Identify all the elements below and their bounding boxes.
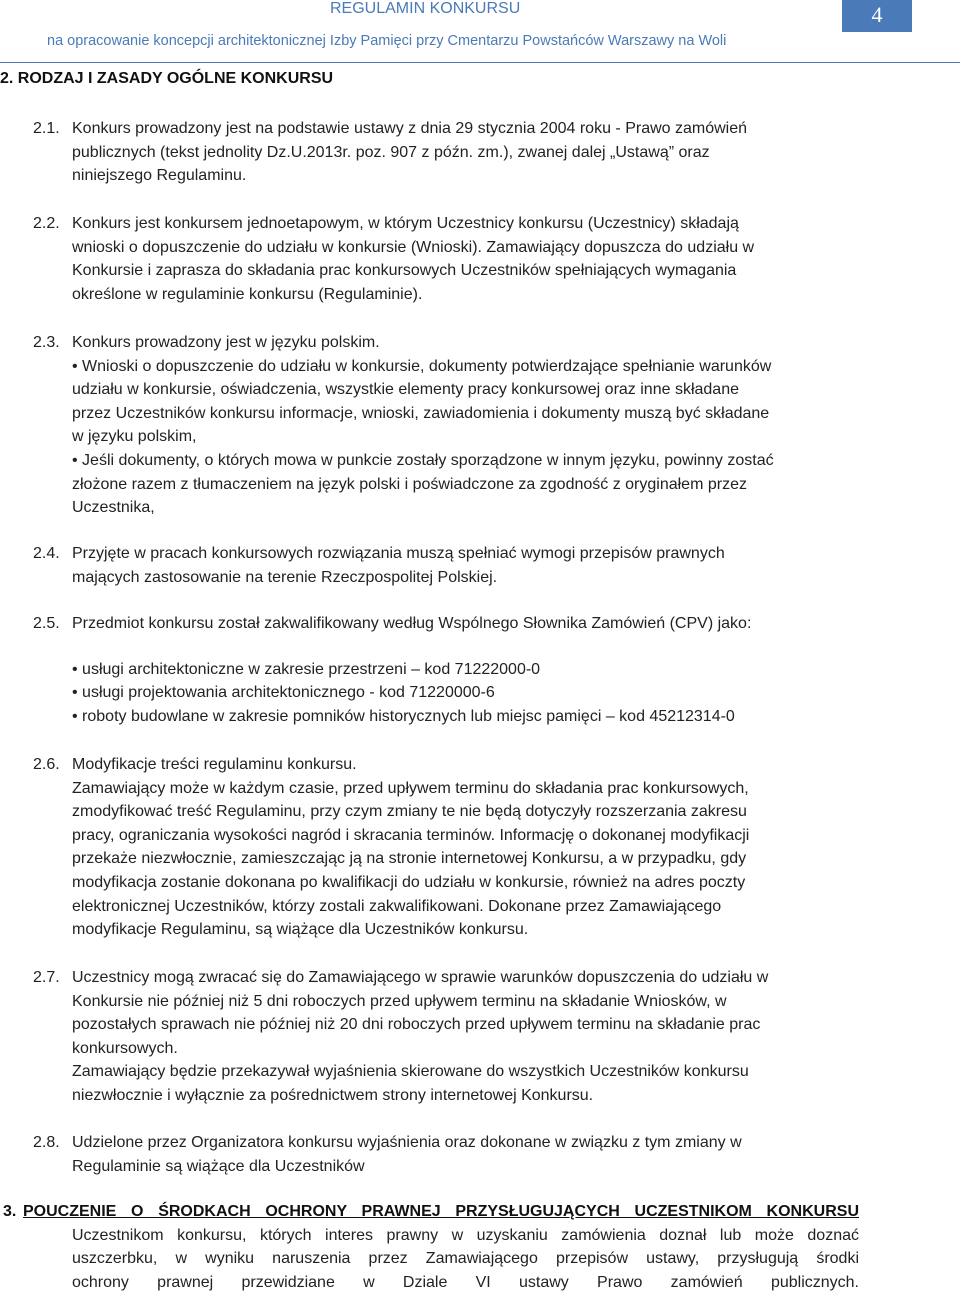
list-item: • roboty budowlane w zakresie pomników historycznych lub miejsc pamięci – kod 45212314-0 bbox=[72, 705, 862, 729]
section-3-heading: POUCZENIE O ŚRODKACH OCHRONY PRAWNEJ PRZYSŁUGUJĄCYCH UCZESTNIKOM KONKURSU bbox=[23, 1203, 859, 1220]
text-line: wnioski o dopuszczenie do udziału w konkursie (Wnioski). Zamawiający dopuszcza do udziału w bbox=[72, 238, 755, 256]
page-header bbox=[0, 0, 960, 62]
text-line: określone w regulaminie konkursu (Regulaminie). bbox=[72, 285, 423, 303]
text-line: Uczestnicy mogą zwracać się do Zamawiającego w sprawie warunków dopuszczenia do udziału w bbox=[72, 969, 769, 986]
paragraph-number: 2.1. bbox=[33, 120, 60, 137]
paragraph-number: 2.5. bbox=[33, 615, 60, 632]
text-line: elektronicznej Uczestników, którzy zostali zakwalifikowani. Dokonane przez Zamawiającego bbox=[72, 897, 722, 915]
text-line: publicznych (tekst jednolity Dz.U.2013r. poz. 907 z późn. zm.), zwanej dalej „Ustawą” oraz bbox=[72, 143, 710, 161]
text-line: zmodyfikować treść Regulaminu, przy czym zmiany te nie będą dotyczyły rozszerzania zakresu bbox=[72, 803, 747, 821]
text-line: uszczerbku, w wyniku naruszenia przez Zamawiającego przepisów ustawy, przysługują środki bbox=[72, 1250, 859, 1268]
text-line: pozostałych sprawach nie później niż 20 dni roboczych przed upływem terminu na składanie prac bbox=[72, 1016, 761, 1034]
text-line: Konkursie nie później niż 5 dni roboczych przed upływem terminu na składanie Wniosków, w bbox=[72, 992, 727, 1010]
text-line: Przedmiot konkursu został zakwalifikowany według Wspólnego Słownika Zamówień (CPV) jako: bbox=[72, 615, 752, 632]
document-title: REGULAMIN KONKURSU bbox=[330, 0, 521, 17]
paragraph-number: 2.2. bbox=[33, 215, 60, 232]
list-item: • usługi architektoniczne w zakresie przestrzeni – kod 71222000-0 bbox=[72, 658, 862, 682]
text-line: Przyjęte w pracach konkursowych rozwiązania muszą spełniać wymogi przepisów prawnych bbox=[72, 545, 725, 562]
text-line: • Jeśli dokumenty, o których mowa w punkcie zostały sporządzone w innym języku, powinny zostać bbox=[72, 451, 774, 469]
paragraph-number: 2.6. bbox=[33, 756, 60, 773]
text-line: Zamawiający może w każdym czasie, przed upływem terminu do składania prac konkursowych, bbox=[72, 779, 749, 797]
text-line: niniejszego Regulaminu. bbox=[72, 167, 247, 185]
text-line: w języku polskim, bbox=[72, 428, 197, 446]
text-line: Modyfikacje treści regulaminu konkursu. bbox=[72, 756, 357, 773]
text-line: udziału w konkursie, oświadczenia, wszystkie elementy pracy konkursowej oraz inne składane bbox=[72, 381, 739, 399]
document-subtitle: na opracowanie koncepcji architektonicznej Izby Pamięci przy Cmentarzu Powstańców Warszawy na Woli bbox=[47, 33, 727, 49]
paragraph-number: 2.3. bbox=[33, 334, 60, 351]
text-line: Zamawiający będzie przekazywał wyjaśnienia skierowane do wszystkich Uczestników konkursu bbox=[72, 1063, 749, 1081]
text-line: mających zastosowanie na terenie Rzeczpospolitej Polskiej. bbox=[72, 568, 498, 586]
text-line: modyfikacja zostanie dokonana po kwalifikacji do udziału w konkursie, również na adres poczty bbox=[72, 873, 746, 891]
page-number: 4 bbox=[842, 0, 912, 32]
list-item: • usługi projektowania architektonicznego - kod 71220000-6 bbox=[72, 681, 862, 705]
text-line: Regulaminie są wiążące dla Uczestników bbox=[72, 1157, 365, 1175]
text-line: modyfikacje Regulaminu, są wiążące dla Uczestników konkursu. bbox=[72, 921, 529, 939]
text-line: złożone razem z tłumaczeniem na język polski i poświadczone za zgodność z oryginałem przez bbox=[72, 475, 747, 493]
text-line: pracy, ograniczania wysokości nagród i skracania terminów. Informację o dokonanej modyfikacji bbox=[72, 826, 750, 844]
header-divider bbox=[0, 62, 960, 63]
section-number: 3. bbox=[3, 1203, 17, 1220]
text-line: Konkurs prowadzony jest w języku polskim. bbox=[72, 334, 380, 351]
paragraph-number: 2.7. bbox=[33, 969, 60, 986]
cpv-list bbox=[72, 658, 862, 729]
text-line: ochrony prawnej przewidziane w Dziale VI ustawy Prawo zamówień publicznych. bbox=[72, 1273, 859, 1291]
text-line: Konkursie i zaprasza do składania prac konkursowych Uczestników spełniających wymagania bbox=[72, 262, 737, 280]
text-line: przekaże niezwłocznie, zamieszczając ją na stronie internetowej Konkursu, a w przypadku, gdy bbox=[72, 850, 747, 868]
text-line: Uczestnikom konkursu, których interes prawny w uzyskaniu zamówienia doznał lub może doznać bbox=[72, 1226, 859, 1244]
text-line: • Wnioski o dopuszczenie do udziału w konkursie, dokumenty potwierdzające spełnianie warunków bbox=[72, 357, 772, 375]
text-line: przez Uczestników konkursu informacje, wnioski, zawiadomienia i dokumenty muszą być składane bbox=[72, 404, 770, 422]
paragraph-number: 2.8. bbox=[33, 1134, 60, 1151]
text-line: konkursowych. bbox=[72, 1039, 178, 1057]
text-line: Udzielone przez Organizatora konkursu wyjaśnienia oraz dokonane w związku z tym zmiany w bbox=[72, 1134, 742, 1151]
text-line: Konkurs jest konkursem jednoetapowym, w którym Uczestnicy konkursu (Uczestnicy) składają bbox=[72, 215, 739, 232]
text-line: Uczestnika, bbox=[72, 499, 155, 517]
section-2-heading: 2. RODZAJ I ZASADY OGÓLNE KONKURSU bbox=[0, 70, 334, 87]
paragraph-number: 2.4. bbox=[33, 545, 60, 562]
text-line: Konkurs prowadzony jest na podstawie ustawy z dnia 29 stycznia 2004 roku - Prawo zamówień bbox=[72, 120, 748, 137]
text-line: niezwłocznie i wyłącznie za pośrednictwem strony internetowej Konkursu. bbox=[72, 1086, 594, 1104]
